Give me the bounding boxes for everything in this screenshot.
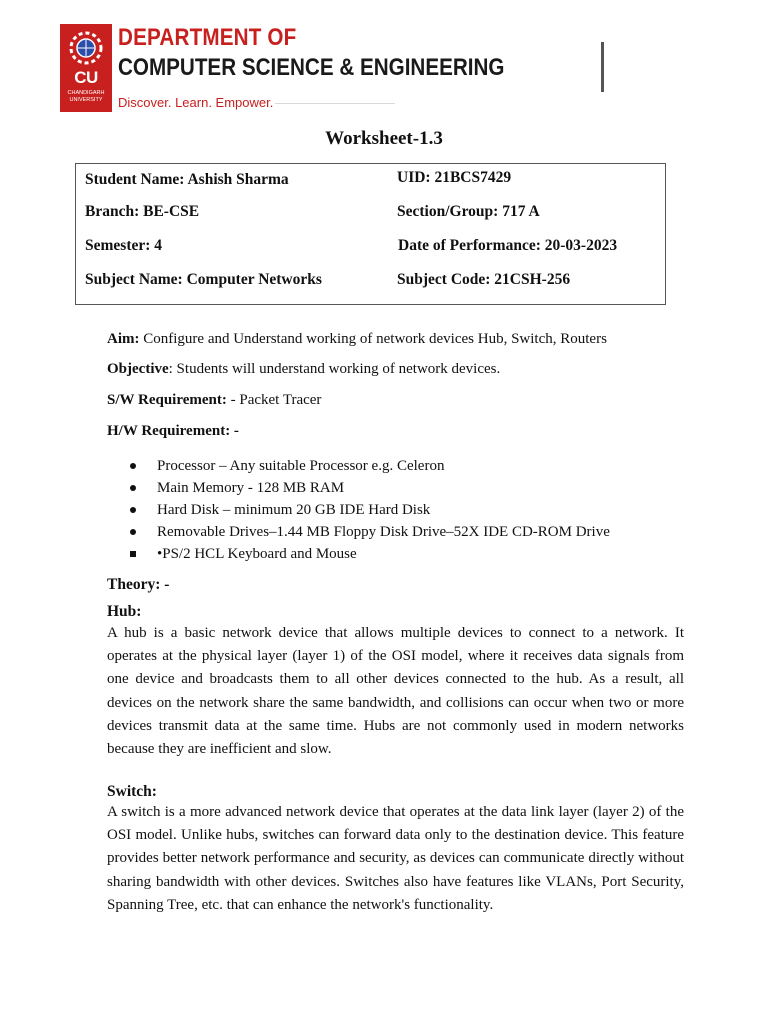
subject-name: Subject Name: Computer Networks bbox=[85, 271, 322, 288]
department-title-line2: COMPUTER SCIENCE & ENGINEERING bbox=[118, 54, 505, 81]
tagline-divider bbox=[275, 103, 395, 104]
gear-globe-icon bbox=[64, 28, 108, 68]
worksheet-title: Worksheet-1.3 bbox=[325, 128, 443, 149]
list-item bbox=[130, 543, 610, 565]
list-item-text: Hard Disk – minimum 20 GB IDE Hard Disk bbox=[157, 502, 431, 518]
student-info-box bbox=[75, 163, 666, 305]
objective-line bbox=[107, 361, 500, 378]
department-header bbox=[60, 24, 620, 114]
switch-heading: Switch: bbox=[107, 783, 157, 800]
university-logo bbox=[60, 24, 112, 112]
logo-university-text: CHANDIGARH UNIVERSITY bbox=[67, 90, 105, 103]
list-item bbox=[130, 521, 610, 543]
aim-label: Aim: bbox=[107, 331, 140, 347]
list-item-text: Removable Drives–1.44 MB Floppy Disk Drive–52X IDE CD-ROM Drive bbox=[157, 524, 610, 540]
sw-requirement-label: S/W Requirement: bbox=[107, 392, 227, 408]
hub-heading: Hub: bbox=[107, 603, 142, 620]
sw-requirement-line bbox=[107, 392, 321, 409]
square-bullet-icon bbox=[130, 551, 136, 557]
hw-requirement-list bbox=[130, 455, 610, 565]
branch: Branch: BE-CSE bbox=[85, 203, 200, 220]
hw-requirement-label: H/W Requirement: - bbox=[107, 423, 239, 439]
student-uid: UID: 21BCS7429 bbox=[397, 169, 512, 186]
list-item bbox=[130, 455, 610, 477]
bullet-icon bbox=[130, 507, 136, 513]
theory-heading: Theory: - bbox=[107, 576, 170, 593]
objective-label: Objective bbox=[107, 361, 169, 377]
bullet-icon bbox=[130, 463, 136, 469]
semester: Semester: 4 bbox=[85, 237, 163, 254]
logo-cu-text: CU bbox=[74, 68, 98, 87]
list-item bbox=[130, 477, 610, 499]
date-of-performance: Date of Performance: 20-03-2023 bbox=[398, 237, 618, 254]
objective-text: : Students will understand working of network devices. bbox=[168, 361, 501, 377]
bullet-icon bbox=[130, 529, 136, 535]
hub-paragraph: A hub is a basic network device that allows multiple devices to connect to a network. It operates at the physical layer (layer 1) of the OSI model, where it receives data signals from one device and broadcasts them to all other devices connected to the hub. As a result, all devices on the network share the same bandwidth, and collisions can occur when two or more devices transmit data at the same time. Hubs are not commonly used in modern networks because they are inefficient and slow. bbox=[107, 625, 684, 758]
student-name: Student Name: Ashish Sharma bbox=[85, 171, 289, 188]
list-item-text: •PS/2 HCL Keyboard and Mouse bbox=[157, 546, 357, 562]
switch-paragraph: A switch is a more advanced network device that operates at the data link layer (layer 2) of the OSI model. Unlike hubs, switches can forward data only to the destination device. This feature provides better network performance and security, as devices can communicate directly without sharing bandwidth with other devices. Switches also have features like VLANs, Port Security, Spanning Tree, etc. that can enhance the network's functionality. bbox=[107, 804, 684, 913]
aim-text: Configure and Understand working of network devices Hub, Switch, Routers bbox=[139, 331, 607, 347]
list-item bbox=[130, 499, 610, 521]
list-item-text: Processor – Any suitable Processor e.g. Celeron bbox=[157, 458, 445, 474]
vertical-divider bbox=[601, 42, 604, 92]
bullet-icon bbox=[130, 485, 136, 491]
section-group: Section/Group: 717 A bbox=[397, 203, 540, 220]
subject-code: Subject Code: 21CSH-256 bbox=[397, 271, 571, 288]
hw-requirement-line bbox=[107, 423, 239, 440]
sw-requirement-text: - Packet Tracer bbox=[226, 392, 322, 408]
list-item-text: Main Memory - 128 MB RAM bbox=[157, 480, 345, 496]
aim-line bbox=[107, 331, 607, 348]
department-title-line1: DEPARTMENT OF bbox=[118, 24, 297, 51]
tagline: Discover. Learn. Empower. bbox=[118, 95, 274, 110]
